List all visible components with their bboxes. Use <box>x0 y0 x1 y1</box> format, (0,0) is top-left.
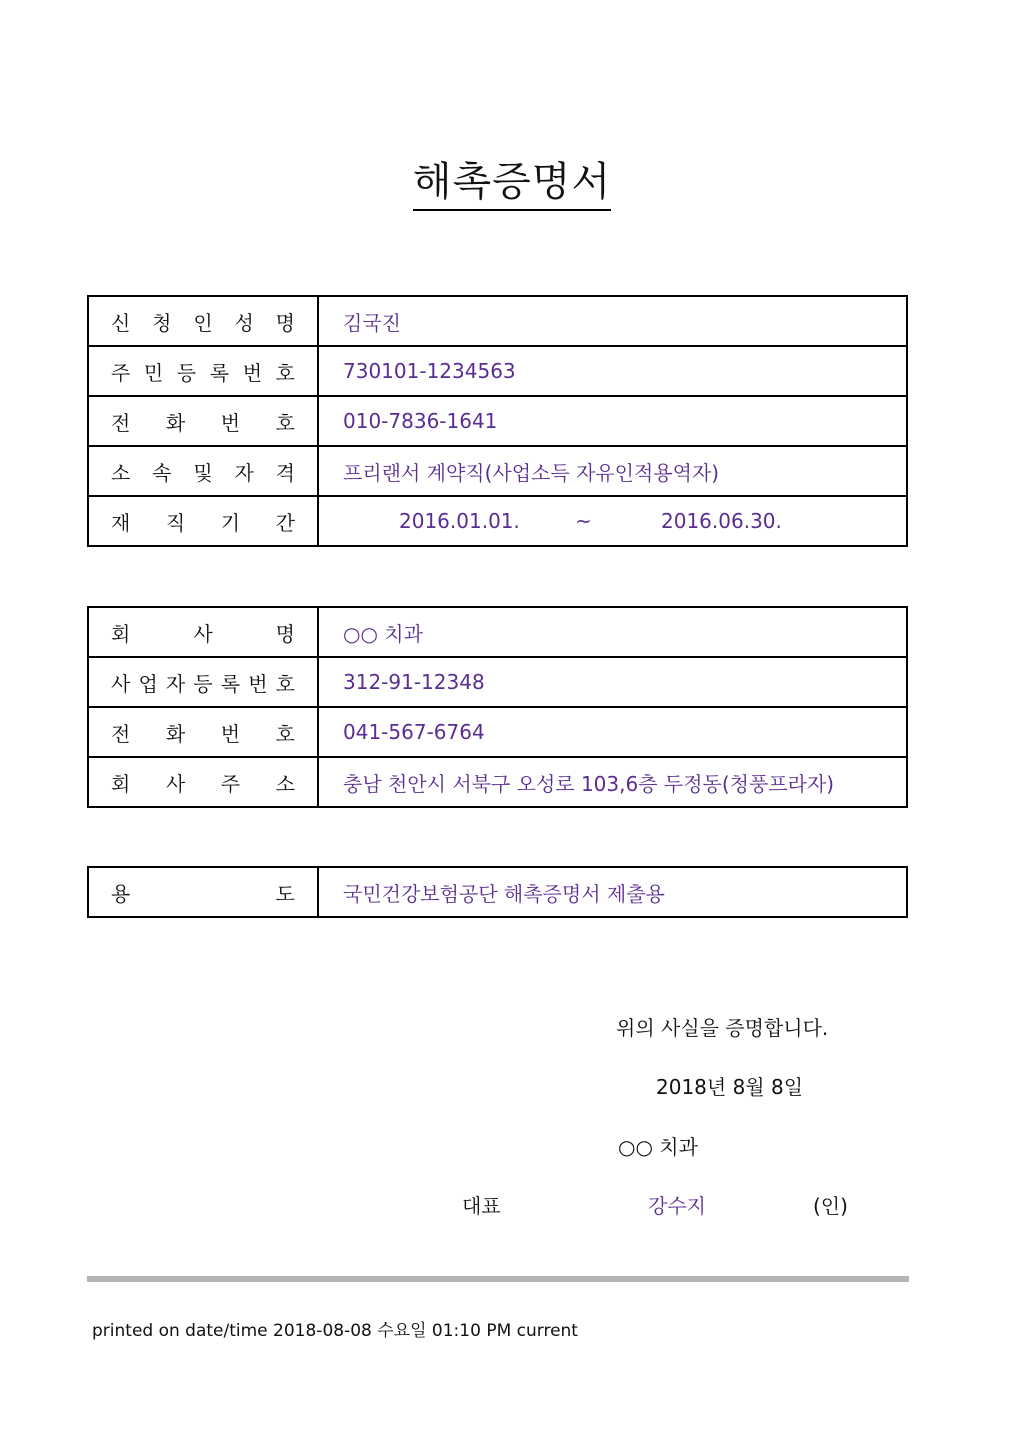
seal-mark: (인) <box>813 1194 848 1218</box>
table-row <box>88 296 907 346</box>
table-row <box>88 496 907 546</box>
value-purpose: 국민건강보험공단 해촉증명서 제출용 <box>318 867 907 917</box>
table-row <box>88 757 907 807</box>
table-row <box>88 446 907 496</box>
representative-label: 대표 <box>462 1194 501 1218</box>
label-applicant-name: 신 청 인 성 명 <box>88 296 318 346</box>
label-business-number: 사 업 자 등 록 번 호 <box>88 657 318 707</box>
value-company-name: ○○ 치과 <box>318 607 907 657</box>
label-purpose: 용 도 <box>88 867 318 917</box>
label-resident-number: 주 민 등 록 번 호 <box>88 346 318 396</box>
footer-divider <box>87 1276 909 1282</box>
label-affiliation: 소 속 및 자 격 <box>88 446 318 496</box>
period-start: 2016.01.01. <box>399 509 520 533</box>
value-applicant-name: 김국진 <box>318 296 907 346</box>
label-applicant-phone: 전 화 번 호 <box>88 396 318 446</box>
print-timestamp: printed on date/time 2018-08-08 수요일 01:10 PM current <box>92 1321 578 1341</box>
company-table <box>87 606 908 808</box>
table-row <box>88 707 907 757</box>
period-separator: ~ <box>575 509 592 533</box>
table-row <box>88 607 907 657</box>
value-business-number: 312-91-12348 <box>318 657 907 707</box>
representative-name: 강수지 <box>648 1194 706 1218</box>
table-row <box>88 346 907 396</box>
applicant-table <box>87 295 908 547</box>
issuer-company: ○○ 치과 <box>618 1135 698 1159</box>
label-company-name: 회 사 명 <box>88 607 318 657</box>
table-row <box>88 867 907 917</box>
table-row <box>88 657 907 707</box>
value-employment-period <box>318 496 907 546</box>
certification-statement: 위의 사실을 증명합니다. <box>616 1016 829 1040</box>
value-applicant-phone: 010-7836-1641 <box>318 396 907 446</box>
value-resident-number: 730101-1234563 <box>318 346 907 396</box>
value-affiliation: 프리랜서 계약직(사업소득 자유인적용역자) <box>318 446 907 496</box>
value-company-address: 충남 천안시 서북구 오성로 103,6층 두정동(청풍프라자) <box>318 757 907 807</box>
label-company-address: 회 사 주 소 <box>88 757 318 807</box>
period-end: 2016.06.30. <box>661 509 782 533</box>
table-row <box>88 396 907 446</box>
document-title-wrap <box>0 150 1024 207</box>
value-company-phone: 041-567-6764 <box>318 707 907 757</box>
issue-date: 2018년 8월 8일 <box>656 1075 804 1099</box>
label-employment-period: 재 직 기 간 <box>88 496 318 546</box>
purpose-table <box>87 866 908 918</box>
document-title: 해촉증명서 <box>413 159 611 211</box>
label-company-phone: 전 화 번 호 <box>88 707 318 757</box>
